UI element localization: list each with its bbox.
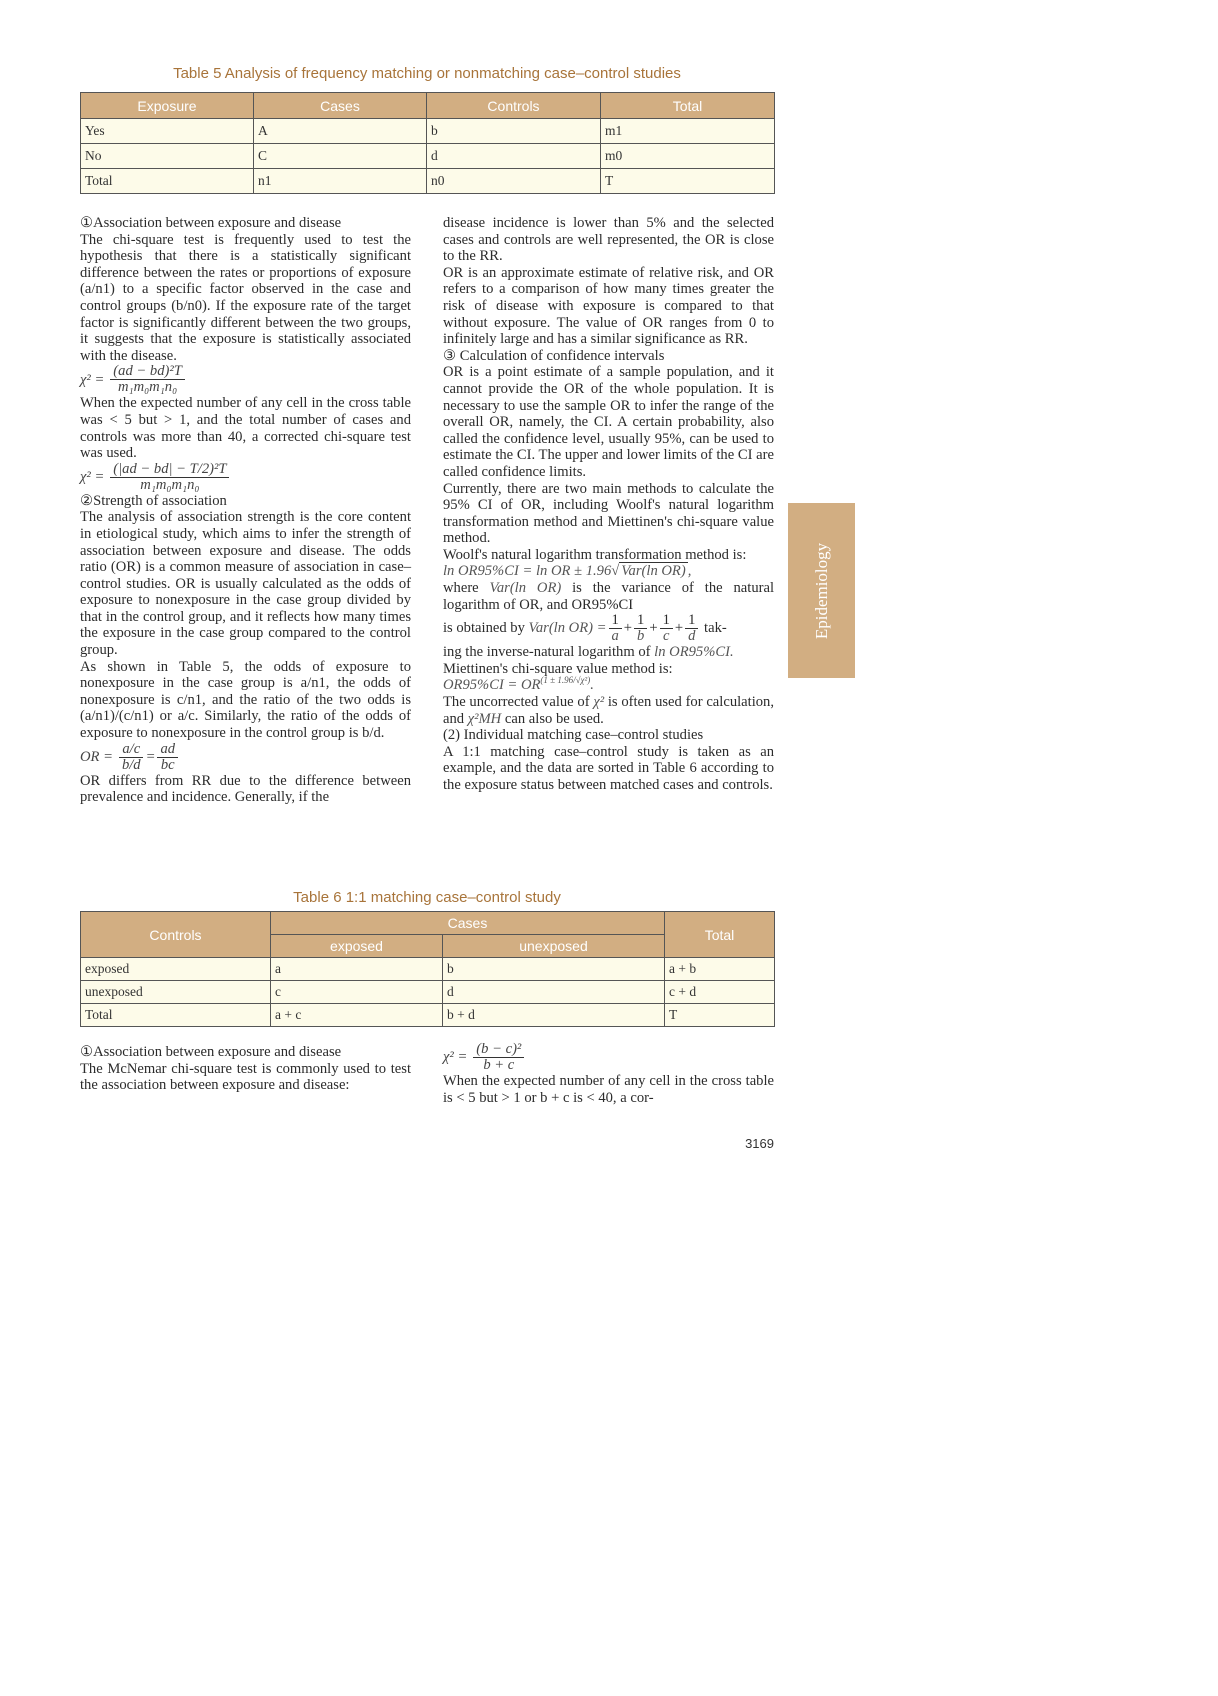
paragraph: disease incidence is lower than 5% and the selected cases and controls are well represented, the OR is close to the RR. — [443, 215, 774, 265]
paragraph: ing the inverse-natural logarithm of ln OR95%CI. — [443, 644, 734, 661]
left-column — [80, 215, 411, 806]
table6-header-exposed: exposed — [271, 935, 443, 958]
table-cell: d — [443, 981, 665, 1004]
bottom-right-column — [443, 1042, 774, 1106]
paragraph: Currently, there are two main methods to calculate the 95% CI of OR, including Woolf's natural logarithm transformation method and Miettinen's chi-square value method. — [443, 480, 774, 547]
paragraph: The uncorrected value of χ² is often used for calculation, and χ²MH can also be used. — [443, 694, 774, 727]
section-heading: ②Strength of association — [80, 492, 227, 509]
paragraph: As shown in Table 5, the odds of exposure to nonexposure in the case group is a/n1, the odds of nonexposure is c/n1, and the ratio of the two odds is (a/n1)/(c/n1) or a/c. Similarly, the ratio of the odds of exposure to nonexposure in the control group is b/d. — [80, 658, 411, 742]
table-cell: m0 — [601, 144, 775, 169]
odds-ratio-formula: OR = $\frac{a/c}{b/d}$ = $\frac{ad}{bc}$ — [80, 742, 411, 773]
side-tab-label: Epidemiology — [811, 542, 831, 639]
table-row — [81, 981, 775, 1004]
variance-formula: is obtained by Var(ln OR) = $\frac{1}{a}$ + $\frac{1}{b}$ + $\frac{1}{c}$ + $\frac{1}{d}$ tak- — [443, 612, 727, 645]
table-cell: a + b — [665, 958, 775, 981]
table-cell: m1 — [601, 119, 775, 144]
paragraph: The McNemar chi-square test is commonly used to test the association between exposure and disease: — [80, 1060, 411, 1094]
woolf-formula: ln OR95%CI = ln OR ± 1.96√ Var(ln OR) , — [443, 563, 692, 580]
paragraph: OR is an approximate estimate of relative risk, and OR refers to a comparison of how many times greater the risk of disease with exposure is compared to that without exposure. The value of OR ranges from 0 to infinitely large and has a similar significance as RR. — [443, 264, 774, 348]
table-cell: No — [81, 144, 254, 169]
table5-header-total: Total — [601, 93, 775, 119]
table5 — [80, 92, 775, 194]
paragraph: Miettinen's chi-square value method is: — [443, 660, 673, 677]
paragraph: The chi-square test is frequently used to test the hypothesis that there is a statistically significant difference between the rates or proportions of exposure (a/n1) to a specific factor observed in the case and control groups (b/n0). If the exposure rate of the target factor is significantly different between the two groups, it suggests that the exposure is statistically associated with the disease. — [80, 231, 411, 364]
table-cell: c + d — [665, 981, 775, 1004]
table-cell: Total — [81, 169, 254, 194]
table-cell: b — [427, 119, 601, 144]
table-cell: unexposed — [81, 981, 271, 1004]
table-cell: b — [443, 958, 665, 981]
section-heading: ①Association between exposure and disease — [80, 1044, 342, 1060]
paragraph: When the expected number of any cell in the cross table is < 5 but > 1 or b + c is < 40, a cor- — [443, 1073, 774, 1106]
table5-header-cases: Cases — [254, 93, 427, 119]
table-row — [81, 119, 775, 144]
bottom-left-column — [80, 1044, 411, 1094]
chi-square-formula: χ² = $\frac{\text{(ad − bd)²T}}{\text{m₁m₀m₁n₀}}$ — [80, 364, 411, 395]
table-cell: exposed — [81, 958, 271, 981]
table6 — [80, 911, 775, 1027]
table5-header-controls: Controls — [427, 93, 601, 119]
page-number: 3169 — [745, 1136, 774, 1151]
table-cell: T — [601, 169, 775, 194]
paragraph: The analysis of association strength is the core content in etiological study, which aims to infer the strength of association between exposure and disease. The odds ratio (OR) is a common measure of association in case–control studies. OR is usually calculated as the odds of exposure to nonexposure in the case group divided by that in the control group, and it reflects how many times the exposure in the case group compared to the control group. — [80, 509, 411, 659]
table-cell: b + d — [443, 1004, 665, 1027]
table-cell: n1 — [254, 169, 427, 194]
table-cell: A — [254, 119, 427, 144]
paragraph: A 1:1 matching case–control study is taken as an example, and the data are sorted in Table 6 according to the exposure status between matched cases and controls. — [443, 743, 774, 793]
table6-header-controls: Controls — [81, 912, 271, 958]
paragraph: OR differs from RR due to the difference between prevalence and incidence. Generally, if the — [80, 772, 411, 806]
paragraph: where Var(ln OR) is the variance of the natural logarithm of OR, and OR95%CI — [443, 580, 775, 613]
table-row — [81, 958, 775, 981]
table5-header-exposure: Exposure — [81, 93, 254, 119]
section-side-tab — [788, 503, 855, 678]
section-heading: ①Association between exposure and disease — [80, 215, 342, 231]
table-cell: T — [665, 1004, 775, 1027]
corrected-chi-square-formula: χ² = $\frac{\text{(|ad − bd| − T/2)²T}}{\text{m₁m₀m₁n₀}}$ — [80, 462, 411, 493]
table6-header-cases: Cases — [271, 912, 665, 935]
table-cell: Total — [81, 1004, 271, 1027]
section-heading: ③ Calculation of confidence intervals — [443, 347, 665, 364]
miettinen-formula: $OR95\%CI = OR^{(1 \pm 1.96/√\chi^2)}$. — [443, 675, 594, 694]
table6-header-total: Total — [665, 912, 775, 958]
table5-caption: Table 5 Analysis of frequency matching or nonmatching case–control studies — [173, 65, 681, 82]
table6-caption: Table 6 1:1 matching case–control study — [293, 889, 561, 906]
table-cell: c — [271, 981, 443, 1004]
paragraph: When the expected number of any cell in the cross table was < 5 but > 1, and the total number of cases and controls was more than 40, a corrected chi-square test was used. — [80, 395, 411, 462]
table-cell: a + c — [271, 1004, 443, 1027]
paragraph: OR is a point estimate of a sample population, and it cannot provide the OR of the whole population. It is necessary to use the sample OR to infer the range of the overall OR, namely, the CI. A certain probability, also called the confidence level, usually 95%, can be used to estimate the CI. The upper and lower limits of the CI are called confidence limits. — [443, 364, 774, 480]
table-cell: C — [254, 144, 427, 169]
section-heading: (2) Individual matching case–control studies — [443, 727, 704, 744]
table-cell: n0 — [427, 169, 601, 194]
table-row — [81, 144, 775, 169]
table-row — [81, 1004, 775, 1027]
table-cell: a — [271, 958, 443, 981]
table6-header-unexposed: unexposed — [443, 935, 665, 958]
table-cell: d — [427, 144, 601, 169]
table-cell: Yes — [81, 119, 254, 144]
mcnemar-formula: χ² = $\frac{\text{(b − c)²}}{b + c}$ — [443, 1042, 774, 1073]
table-row — [81, 169, 775, 194]
paragraph: Woolf's natural logarithm transformation method is: — [443, 546, 747, 563]
right-column — [443, 215, 774, 794]
